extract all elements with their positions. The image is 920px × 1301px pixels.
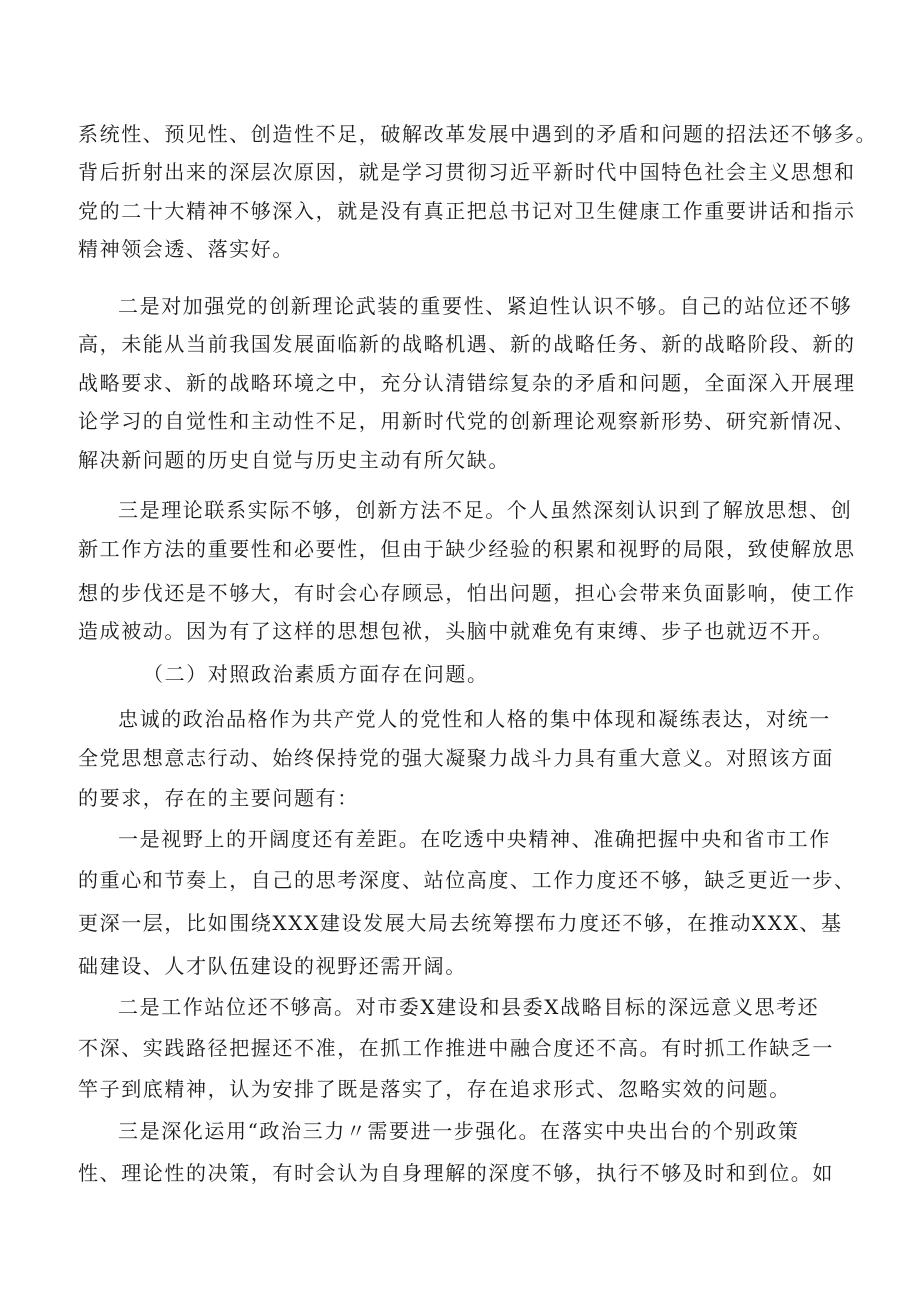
text-line: 党的二十大精神不够深入，就是没有真正把总书记对卫生健康工作重要讲话和指示: [78, 199, 856, 223]
paragraph-start: 忠诚的政治品格作为共产党人的党性和人格的集中体现和凝练表达，对统一: [118, 707, 831, 731]
text-line: 论学习的自觉性和主动性不足，用新时代党的创新理论观察新形势、研究新情况、: [78, 409, 856, 433]
text-line: 高，未能从当前我国发展面临新的战略机遇、新的战略任务、新的战略阶段、新的: [78, 332, 856, 356]
text-line: 精神领会透、落实好。: [78, 237, 294, 261]
paragraph-start: 一是视野上的开阔度还有差距。在吃透中央精神、准确把握中央和省市工作: [118, 827, 831, 851]
paragraph-start: 二是工作站位还不够高。对市委X建设和县委X战略目标的深远意义思考还: [118, 995, 820, 1019]
text-line: 全党思想意志行动、始终保持党的强大凝聚力战斗力具有重大意义。对照该方面: [78, 746, 834, 770]
section-heading: （二）对照政治素质方面存在问题。: [143, 662, 489, 686]
text-line: 新工作方法的重要性和必要性，但由于缺少经验的积累和视野的局限，致使解放思: [78, 537, 856, 561]
text-line: 础建设、人才队伍建设的视野还需开阔。: [78, 954, 467, 978]
paragraph-start: 三是理论联系实际不够，创新方法不足。个人虽然深刻认识到了解放思想、创: [118, 498, 853, 522]
text-line: 更深一层，比如围绕XXX建设发展大局去统筹摆布力度还不够，在推动XXX、基: [78, 911, 843, 935]
text-line: 竿子到底精神，认为安排了既是落实了，存在追求形式、忽略实效的问题。: [78, 1077, 791, 1101]
text-line: 系统性、预见性、创造性不足，破解改革发展中遇到的矛盾和问题的招法还不够多。: [78, 122, 878, 146]
text-line: 解决新问题的历史自觉与历史主动有所欠缺。: [78, 448, 510, 472]
text-line: 的重心和节奏上，自己的思考深度、站位高度、工作力度还不够，缺乏更近一步、: [78, 868, 856, 892]
text-line: 想的步伐还是不够大，有时会心存顾忌，怕出问题，担心会带来负面影响，使工作: [78, 581, 856, 605]
paragraph-start: 三是深化运用“政治三力〃需要进一步强化。在落实中央出台的个别政策: [118, 1119, 800, 1143]
text-line: 不深、实践路径把握还不准，在抓工作推进中融合度还不高。有时抓工作缺乏一: [78, 1036, 834, 1060]
text-line: 的要求，存在的主要问题有：: [78, 786, 359, 810]
text-line: 造成被动。因为有了这样的思想包袱，头脑中就难免有束缚、步子也就迈不开。: [78, 619, 834, 643]
text-line: 战略要求、新的战略环境之中，充分认清错综复杂的矛盾和问题，全面深入开展理: [78, 371, 856, 395]
text-line: 性、理论性的决策，有时会认为自身理解的深度不够，执行不够及时和到位。如: [78, 1161, 834, 1185]
text-line: 背后折射出来的深层次原因，就是学习贯彻习近平新时代中国特色社会主义思想和: [78, 160, 856, 184]
paragraph-start: 二是对加强党的创新理论武装的重要性、紧迫性认识不够。自己的站位还不够: [118, 294, 853, 318]
